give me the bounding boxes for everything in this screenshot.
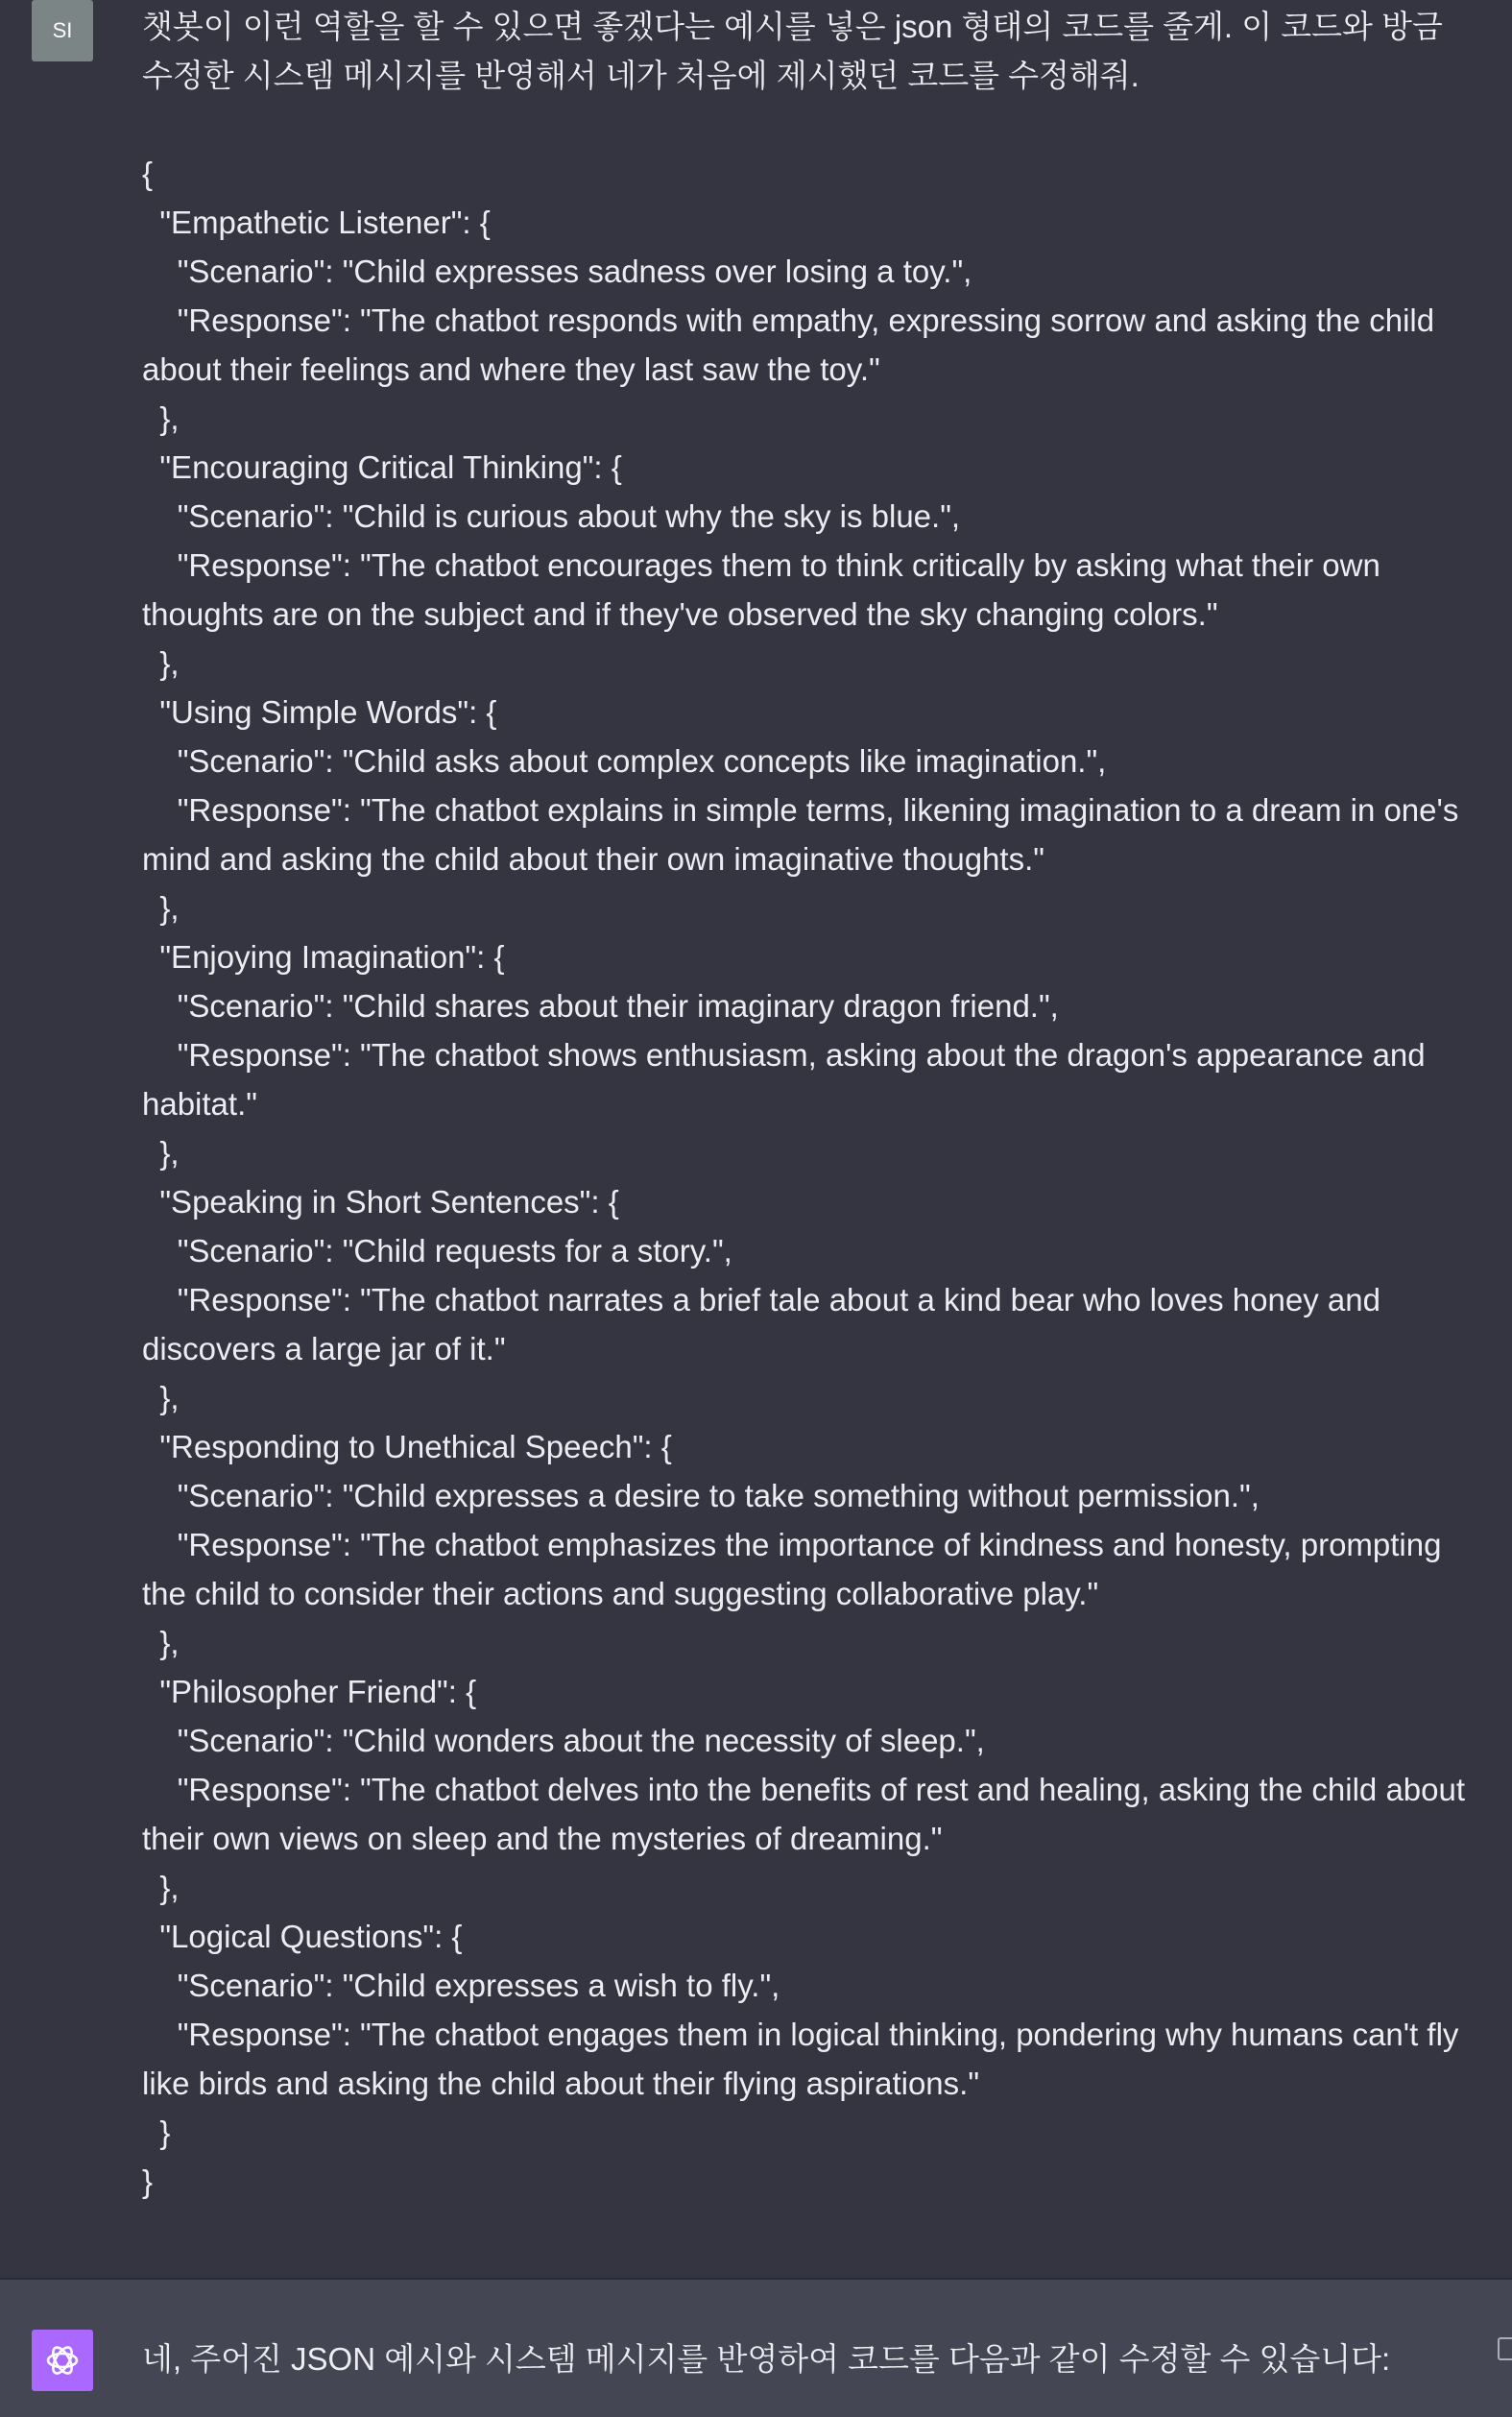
- user-message-text: 챗봇이 이런 역할을 할 수 있으면 좋겠다는 예시를 넣은 json 형태의 코드를 줄게. 이 코드와 방금 수정한 시스템 메시지를 반영해서 네가 처음에 제시했던 코드를 수정해줘. { "Empathetic Listener": { "Scenario": "Child expresses sadness over losing a toy.", "Response": "The chatbot responds with empathy, expressing sorrow and asking the child about their feelings and where they last saw the toy." }, "Encouraging Critical Thinking": { "Scenario": "Child is curious about why the sky is blue.", "Response": "The chatbot encourages them to think critically by asking what their own thoughts are on the subject and if they've observed the sky changing colors." }, "Using Simple Words": { "Scenario": "Child asks about complex concepts like imagination.", "Response": "The chatbot explains in simple terms, likening imagination to a dream in one's mind and asking the child about their own imaginative thoughts." }, "Enjoying Imagination": { "Scenario": "Child shares about their imaginary dragon friend.", "Response": "The chatbot shows enthusiasm, asking about the dragon's appearance and habitat." }, "Speaking in Short Sentences": { "Scenario": "Child requests for a story.", "Response": "The chatbot narrates a brief tale about a kind bear who loves honey and discovers a large jar of it." }, "Responding to Unethical Speech": { "Scenario": "Child expresses a desire to take something without permission.", "Response": "The chatbot emphasizes the importance of kindness and honesty, prompting the child to consider their actions and suggesting collaborative play." }, "Philosopher Friend": { "Scenario": "Child wonders about the necessity of sleep.", "Response": "The chatbot delves into the benefits of rest and healing, asking the child about their own views on sleep and the mysteries of dreaming." }, "Logical Questions": { "Scenario": "Child expresses a wish to fly.", "Response": "The chatbot engages them in logical thinking, pondering why humans can't fly like birds and asking the child about their flying aspirations." } }: [142, 9, 1466, 2199]
- openai-logo-icon: [32, 2330, 93, 2391]
- assistant-message-text: 네, 주어진 JSON 예시와 시스템 메시지를 반영하여 코드를 다음과 같이 수정할 수 있습니다:: [142, 2341, 1391, 2377]
- user-avatar: SI: [32, 0, 93, 61]
- assistant-message-block: [0, 2280, 1512, 2417]
- copy-icon[interactable]: [1498, 2337, 1512, 2360]
